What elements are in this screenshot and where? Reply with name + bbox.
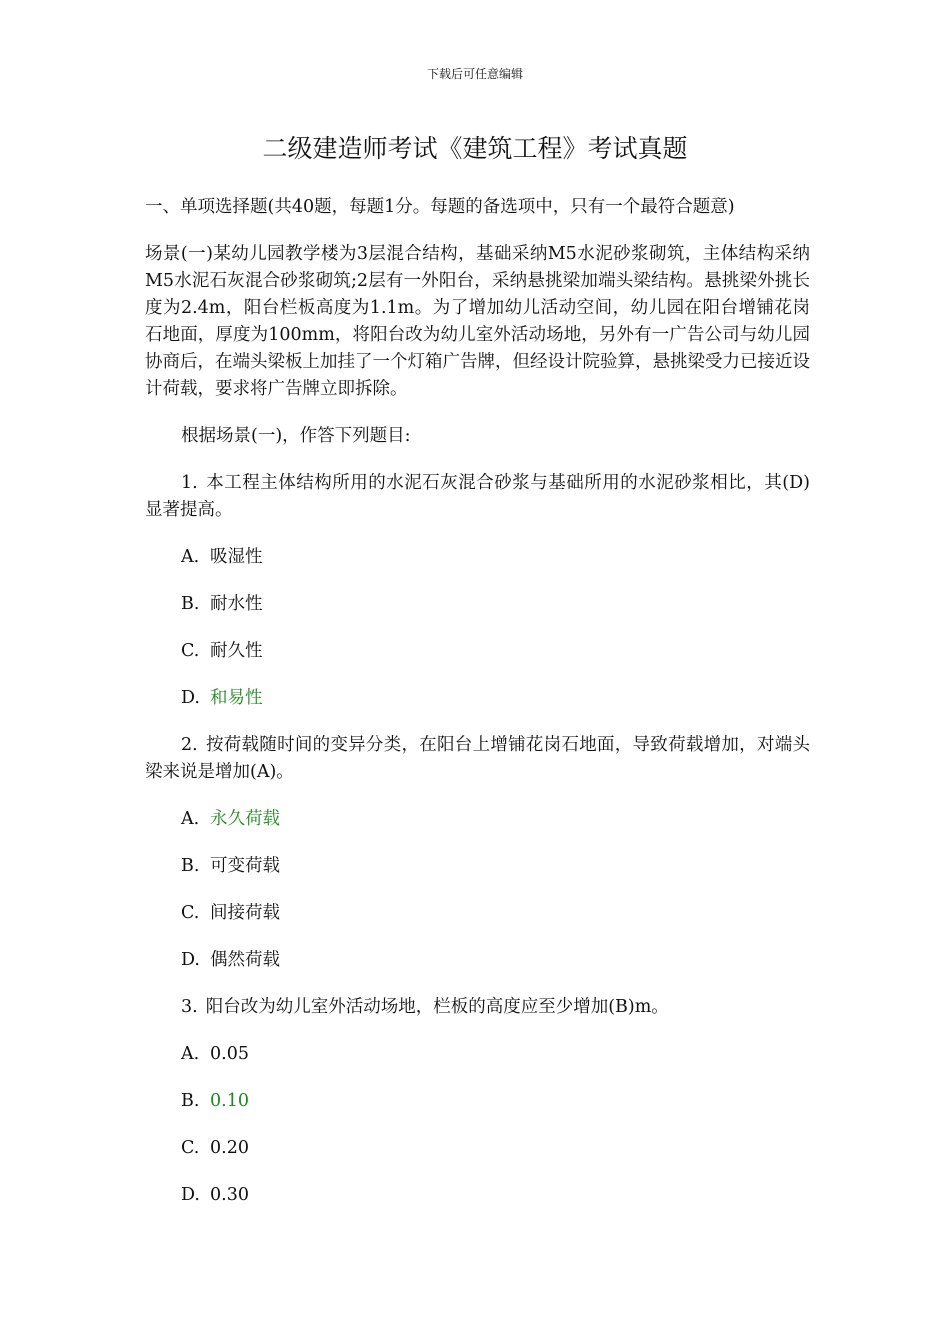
answer-option: [181, 544, 810, 571]
question-number: 2.: [181, 735, 198, 755]
option-letter: D.: [181, 950, 200, 970]
option-text: 0.30: [210, 1185, 249, 1205]
question-stem: [145, 470, 810, 524]
answer-option: [181, 853, 810, 880]
option-letter: D.: [181, 1185, 200, 1205]
answer-option: [181, 947, 810, 974]
correct-answer-option: [181, 806, 810, 833]
option-text: 0.20: [210, 1138, 249, 1158]
option-letter: A.: [181, 547, 200, 567]
question-text: 本工程主体结构所用的水泥石灰混合砂浆与基础所用的水泥砂浆相比，其(D)显著提高。: [145, 473, 810, 520]
correct-answer-option: [181, 685, 810, 712]
document-body: [145, 194, 810, 1229]
question-block: [145, 470, 810, 712]
correct-answer-option: [181, 1088, 810, 1115]
option-text: 吸湿性: [210, 547, 263, 567]
option-text: 耐水性: [210, 594, 263, 614]
document-title: 二级建造师考试《建筑工程》考试真题: [262, 134, 688, 163]
question-block: [145, 994, 810, 1209]
option-letter: B.: [181, 1091, 200, 1111]
answer-option: [181, 591, 810, 618]
option-text: 0.05: [210, 1044, 249, 1064]
option-letter: B.: [181, 856, 200, 876]
question-block: [145, 732, 810, 974]
question-number: 3.: [181, 997, 198, 1017]
question-text: 按荷载随时间的变异分类，在阳台上增铺花岗石地面，导致荷载增加，对端头梁来说是增加(A)。: [145, 735, 810, 782]
option-letter: D.: [181, 688, 200, 708]
answer-option: [181, 1182, 810, 1209]
header-note: 下载后可任意编辑: [426, 67, 523, 81]
option-text: 耐久性: [210, 641, 263, 661]
option-letter: C.: [181, 1138, 200, 1158]
section-heading: 一、单项选择题(共40题，每题1分。每题的备选项中，只有一个最符合题意): [145, 197, 735, 217]
question-stem: [145, 732, 810, 786]
question-text: 阳台改为幼儿室外活动场地，栏板的高度应至少增加(B)m。: [205, 997, 669, 1017]
option-letter: C.: [181, 641, 200, 661]
option-text: 永久荷载: [210, 809, 280, 829]
option-letter: C.: [181, 903, 200, 923]
option-text: 间接荷载: [210, 903, 280, 923]
answer-option: [181, 1135, 810, 1162]
question-stem: [145, 994, 810, 1021]
option-text: 偶然荷载: [210, 950, 280, 970]
option-letter: B.: [181, 594, 200, 614]
option-text: 和易性: [210, 688, 263, 708]
answer-option: [181, 900, 810, 927]
question-number: 1.: [181, 473, 198, 493]
prompt-paragraph: 根据场景(一)，作答下列题目:: [181, 426, 411, 446]
option-text: 0.10: [210, 1091, 249, 1111]
option-text: 可变荷载: [210, 856, 280, 876]
answer-option: [181, 638, 810, 665]
option-letter: A.: [181, 1044, 200, 1064]
scenario-paragraph: 场景(一)某幼儿园教学楼为3层混合结构，基础采纳M5水泥砂浆砌筑，主体结构采纳M5水泥石灰混合砂浆砌筑;2层有一外阳台，采纳悬挑梁加端头梁结构。悬挑梁外挑长度为2.4m，阳台栏板高度为1.1m。为了增加幼儿活动空间，幼儿园在阳台增铺花岗石地面，厚度为100mm，将阳台改为幼儿室外活动场地，另外有一广告公司与幼儿园协商后，在端头梁板上加挂了一个灯箱广告牌，但经设计院验算，悬挑梁受力已接近设计荷载，要求将广告牌立即拆除。: [145, 244, 810, 399]
option-letter: A.: [181, 809, 200, 829]
answer-option: [181, 1041, 810, 1068]
